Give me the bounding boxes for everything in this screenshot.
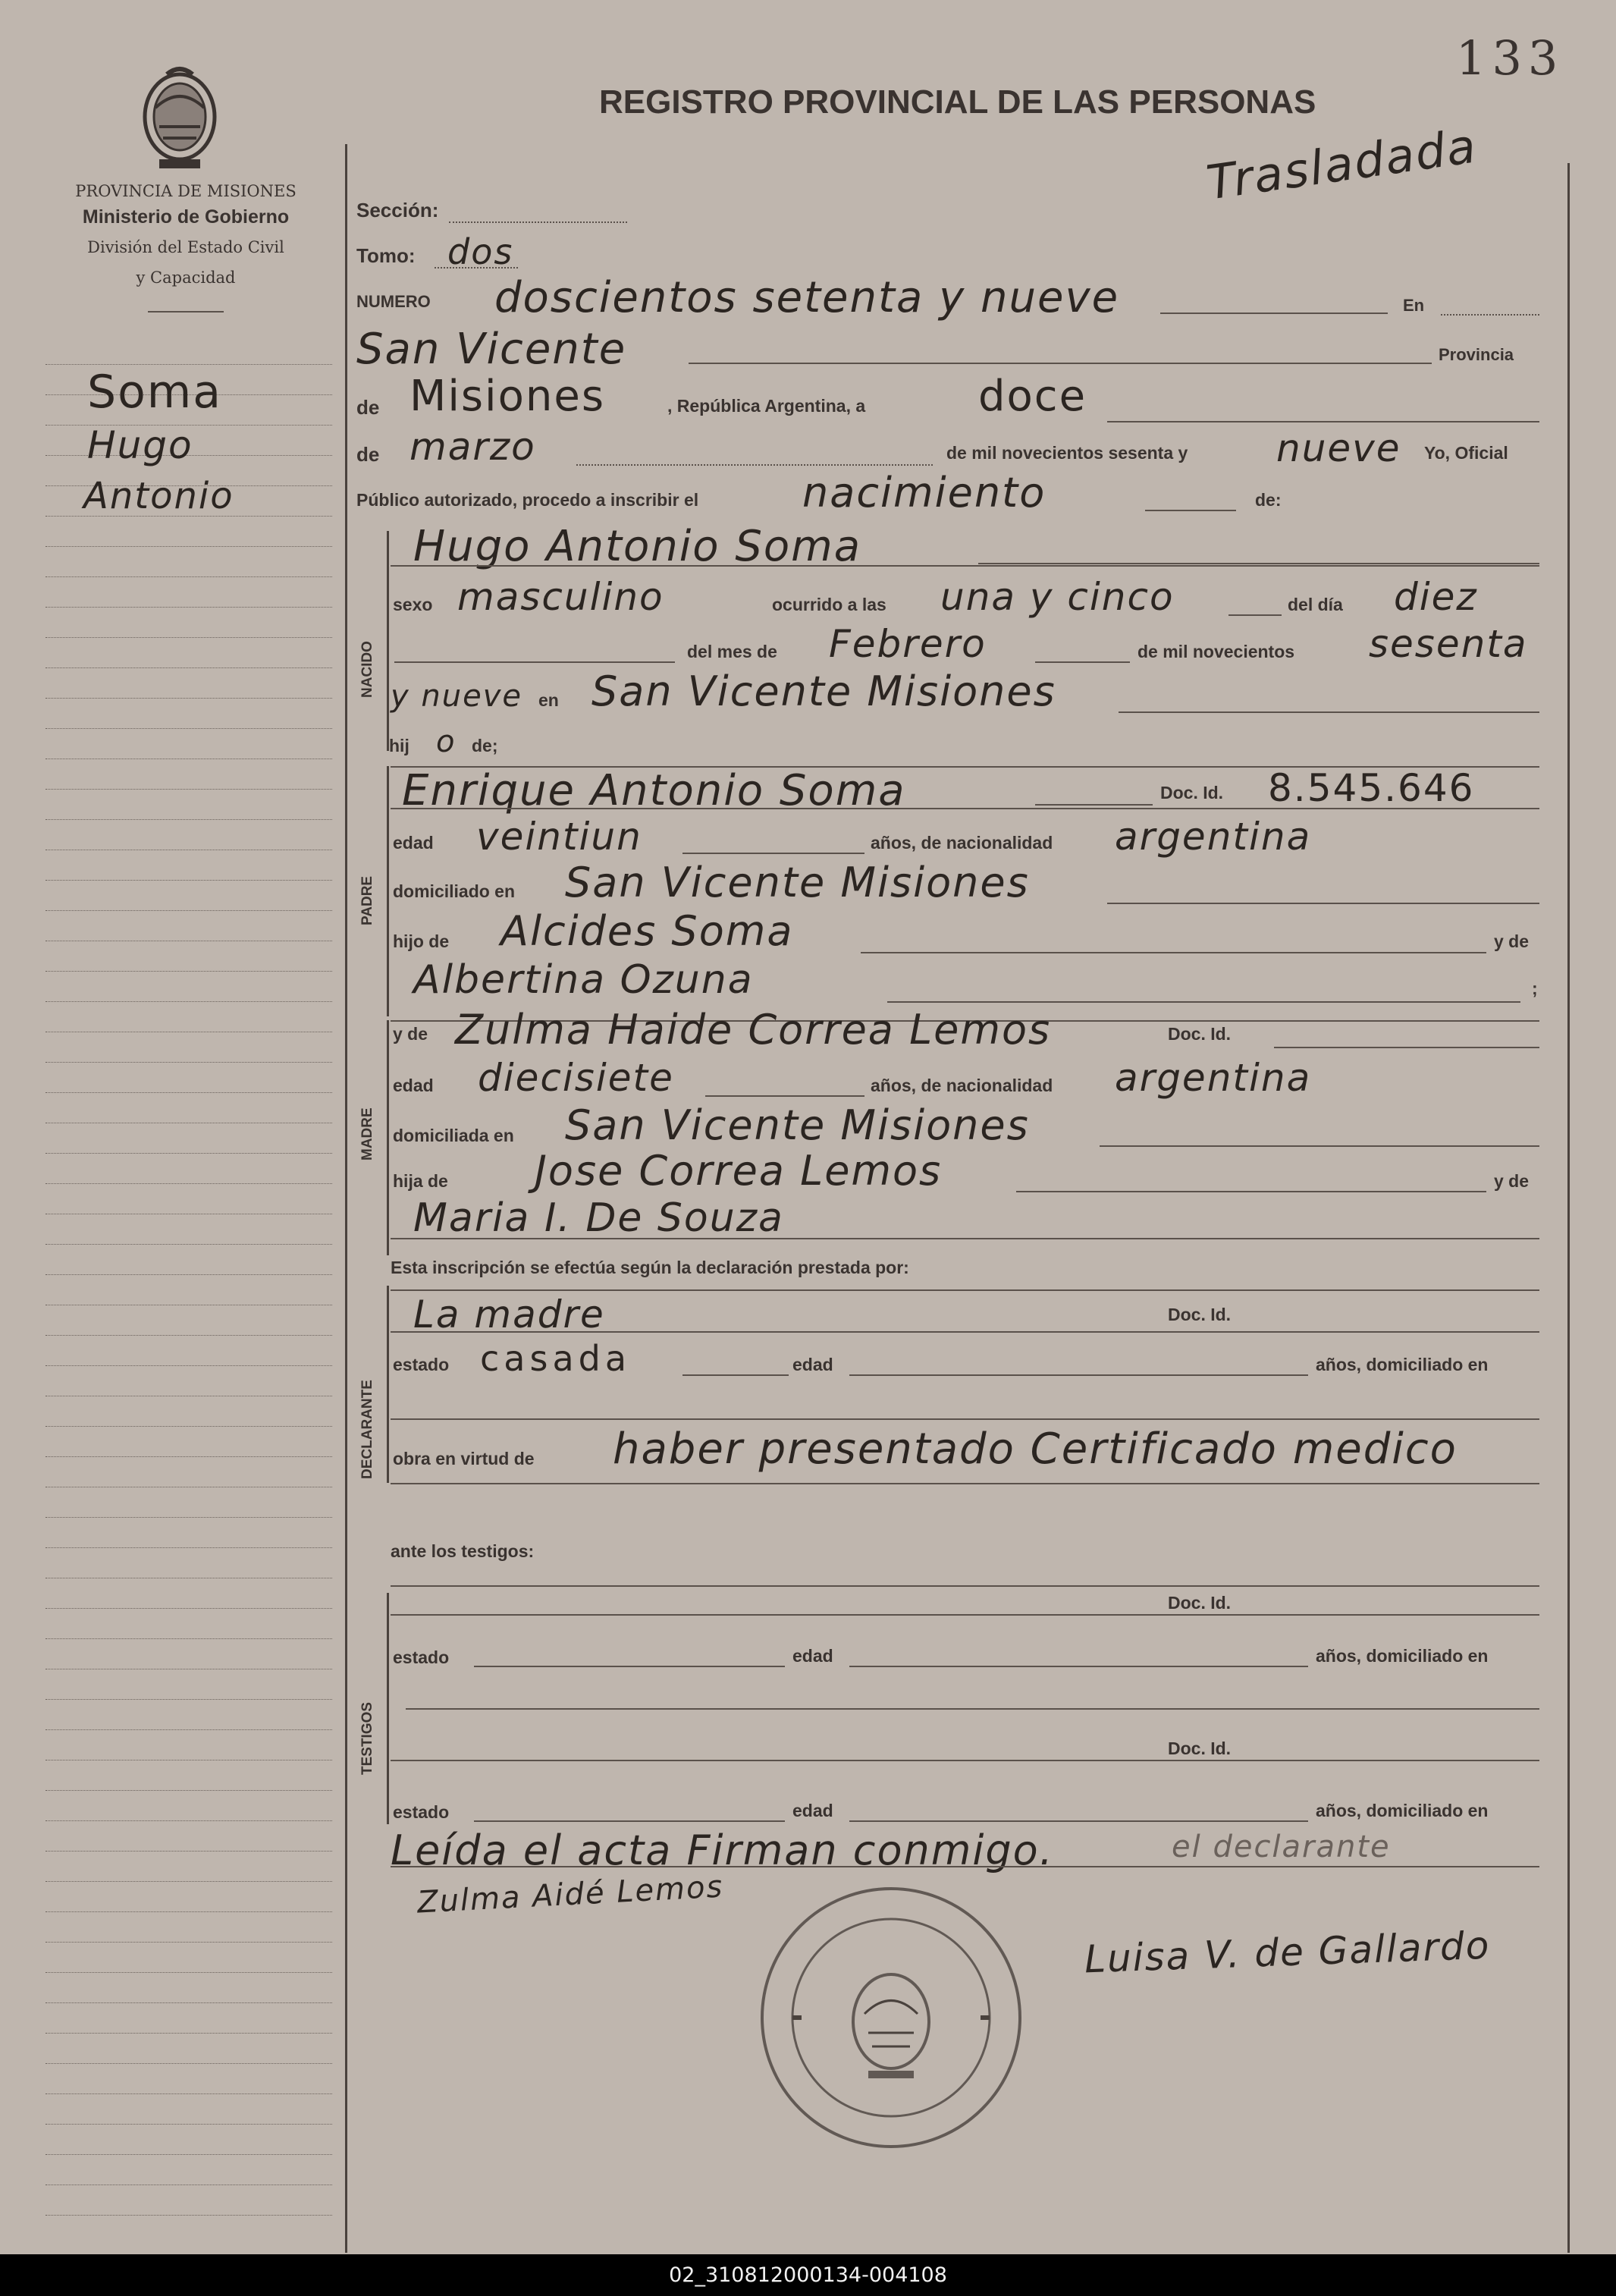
numero-value: doscientos setenta y nueve <box>494 273 1120 322</box>
abuelo-pat-value: Alcides Soma <box>500 907 794 955</box>
margin-rule-line <box>45 1911 332 1912</box>
margin-rule-line <box>45 1153 332 1154</box>
sexo-value: masculino <box>457 575 664 619</box>
testigo2-estado-label: estado <box>393 1802 450 1822</box>
margin-rule-line <box>45 1547 332 1548</box>
section-nacido: NACIDO <box>359 641 375 698</box>
testigo2-doc-label: Doc. Id. <box>1168 1738 1232 1758</box>
margin-rule-line <box>45 2154 332 2155</box>
hijo-suffix: o <box>436 724 457 759</box>
madre-dom-label: domiciliada en <box>393 1126 514 1145</box>
madre-nombre: Zulma Haide Correa Lemos <box>455 1006 1052 1054</box>
page-number: 133 <box>1456 30 1564 86</box>
transfer-annotation: Trasladada <box>1203 118 1481 211</box>
margin-rule-line <box>45 1972 332 1973</box>
testigo1-dom-label: años, domiciliado en <box>1316 1646 1489 1666</box>
margin-rule-line <box>45 1274 332 1275</box>
de2-label: de <box>356 443 380 466</box>
madre-nac-value: argentina <box>1115 1056 1312 1100</box>
margin-rule-line <box>45 546 332 547</box>
margin-rule-line <box>45 2124 332 2125</box>
abuelo-mat-value: Jose Correa Lemos <box>535 1147 943 1195</box>
margin-rule-line <box>45 1062 332 1063</box>
declarante-estado-value: casada <box>480 1338 632 1379</box>
padre-dom-label: domiciliado en <box>393 881 516 901</box>
section-testigos: TESTIGOS <box>359 1701 375 1775</box>
publico-label: Público autorizado, procedo a inscribir el <box>356 490 699 510</box>
ocurrido-label: ocurrido a las <box>772 595 886 614</box>
margin-rule-line <box>45 1608 332 1609</box>
signature-oficial: Luisa V. de Gallardo <box>1084 1923 1492 1982</box>
padre-nac-value: argentina <box>1115 815 1312 859</box>
coat-of-arms-emblem <box>136 62 224 176</box>
margin-rule-line <box>45 364 332 365</box>
ministry-label: Ministerio de Gobierno <box>82 206 290 228</box>
del-dia-label: del día <box>1288 595 1343 614</box>
acto-value: nacimiento <box>802 469 1046 517</box>
de-colon-label: de: <box>1255 490 1282 510</box>
padre-nombre: Enrique Antonio Soma <box>402 766 906 815</box>
del-mes-label: del mes de <box>687 642 777 661</box>
de-label: de <box>356 396 380 419</box>
margin-rule-line <box>45 2093 332 2094</box>
anio-value: nueve <box>1276 426 1401 470</box>
declarante-edad-label: edad <box>792 1355 833 1374</box>
margin-rule-line <box>45 1729 332 1730</box>
seccion-label: Sección: <box>356 199 439 221</box>
margin-rule-line <box>45 1790 332 1791</box>
declarante-doc-label: Doc. Id. <box>1168 1305 1232 1324</box>
margin-rule-line <box>45 1517 332 1518</box>
margin-rule-line <box>45 1335 332 1336</box>
margin-rule-line <box>45 1851 332 1852</box>
en-nac-label: en <box>538 690 559 710</box>
section-padre: PADRE <box>359 875 375 925</box>
margin-rule-line <box>45 819 332 820</box>
anio-nac-value: sesenta <box>1369 622 1528 666</box>
numero-label: NUMERO <box>356 292 431 311</box>
margin-rule-line <box>45 1820 332 1821</box>
margin-rule-line <box>45 1426 332 1427</box>
margin-rule-line <box>45 607 332 608</box>
padre-doc-label: Doc. Id. <box>1160 783 1224 803</box>
mes-nac-value: Febrero <box>829 622 987 666</box>
y-de2-label: y de <box>393 1024 428 1044</box>
oficial-label: Yo, Oficial <box>1424 443 1508 463</box>
dia-value: doce <box>978 372 1087 421</box>
lugar-value: San Vicente <box>356 325 627 374</box>
hija-de-label: hija de <box>393 1171 448 1191</box>
testigo2-dom-label: años, domiciliado en <box>1316 1801 1489 1820</box>
margin-rule-line <box>45 789 332 790</box>
margin-rule-line <box>45 1638 332 1639</box>
testigo1-doc-label: Doc. Id. <box>1168 1593 1232 1613</box>
de-mil-label: de mil novecientos <box>1137 642 1295 661</box>
y-de-label: y de <box>1494 931 1530 951</box>
ante-testigos-label: ante los testigos: <box>391 1541 535 1561</box>
abuela-mat-value: Maria I. De Souza <box>413 1195 784 1241</box>
margin-rule-line <box>45 1092 332 1093</box>
signature-madre: Zulma Aidé Lemos <box>416 1869 725 1921</box>
lugar-nac-value: San Vicente Misiones <box>591 667 1056 715</box>
obra-label: obra en virtud de <box>393 1449 535 1468</box>
declaracion-label: Esta inscripción se efectúa según la declaración prestada por: <box>391 1258 909 1277</box>
margin-name-1: Hugo <box>87 423 193 467</box>
padre-edad-value: veintiun <box>476 815 642 859</box>
margin-rule-line <box>45 2215 332 2216</box>
padre-nac-label: años, de nacionalidad <box>871 833 1053 853</box>
margin-rule-line <box>45 880 332 881</box>
y-de3-label: y de <box>1494 1171 1530 1191</box>
hora-value: una y cinco <box>940 575 1175 619</box>
provincia-label: Provincia <box>1439 345 1514 364</box>
tomo-label: Tomo: <box>356 244 416 267</box>
division-label: División del Estado Civil <box>87 238 284 256</box>
de-semi-label: de; <box>472 736 498 755</box>
semicolon-label: ; <box>1532 978 1538 998</box>
margin-rule-line <box>45 1456 332 1457</box>
page-title: REGISTRO PROVINCIAL DE LAS PERSONAS <box>599 83 1316 121</box>
margin-rule-line <box>45 667 332 668</box>
obra-value: haber presentado Certificado medico <box>613 1424 1458 1474</box>
province-label: PROVINCIA DE MISIONES <box>75 182 297 200</box>
margin-rule-line <box>45 910 332 911</box>
en-label: En <box>1403 296 1425 315</box>
section-madre: MADRE <box>359 1107 375 1161</box>
nacido-nombre: Hugo Antonio Soma <box>413 522 862 571</box>
capacity-label: y Capacidad <box>136 269 236 287</box>
abuela-pat-value: Albertina Ozuna <box>413 957 754 1003</box>
tomo-value: dos <box>447 231 514 272</box>
dia-nac-value: diez <box>1394 575 1478 619</box>
madre-nac-label: años, de nacionalidad <box>871 1076 1053 1095</box>
padre-dom-value: San Vicente Misiones <box>565 859 1030 906</box>
republica-label: , República Argentina, a <box>667 396 866 416</box>
margin-rule-line <box>45 576 332 577</box>
margin-rule-line <box>45 1001 332 1002</box>
official-stamp <box>747 1874 1035 2162</box>
testigo2-edad-label: edad <box>792 1801 833 1820</box>
madre-doc-label: Doc. Id. <box>1168 1024 1232 1044</box>
margin-rule-line <box>45 728 332 729</box>
margin-rule-line <box>45 1244 332 1245</box>
madre-edad-value: diecisiete <box>478 1056 674 1100</box>
margin-rule-line <box>45 2063 332 2064</box>
margin-rule-line <box>45 2033 332 2034</box>
margin-rule-line <box>45 971 332 972</box>
testigo1-estado-label: estado <box>393 1647 450 1667</box>
cierre-text: Leída el acta Firman conmigo. <box>391 1826 1054 1874</box>
padre-doc-value: 8.545.646 <box>1268 766 1475 810</box>
sexo-label: sexo <box>393 595 433 614</box>
anio-nac-value-2: y nueve <box>391 679 522 714</box>
margin-rule-line <box>45 1881 332 1882</box>
image-id-footer: 02_310812000134-004108 <box>0 2254 1616 2296</box>
declarante-dom-label: años, domiciliado en <box>1316 1355 1489 1374</box>
mes-value: marzo <box>409 425 536 469</box>
margin-rule-line <box>45 637 332 638</box>
padre-edad-label: edad <box>393 833 434 853</box>
testigo1-edad-label: edad <box>792 1646 833 1666</box>
margin-rule-line <box>45 698 332 699</box>
hijo-de-label: hijo de <box>393 931 450 951</box>
margin-rule-line <box>45 1699 332 1700</box>
section-declarante: DECLARANTE <box>359 1380 375 1479</box>
hij-label: hij <box>389 736 409 755</box>
margin-rule-line <box>45 1365 332 1366</box>
margin-name-2: Antonio <box>83 475 234 517</box>
madre-dom-value: San Vicente Misiones <box>565 1101 1030 1149</box>
margin-rule-line <box>45 1183 332 1184</box>
cierre-declarante: el declarante <box>1172 1830 1391 1864</box>
margin-rule-line <box>45 1942 332 1943</box>
provincia-value: Misiones <box>409 372 605 421</box>
declarante-estado-label: estado <box>393 1355 450 1374</box>
margin-rule-line <box>45 2002 332 2003</box>
margin-rule-line <box>45 2184 332 2185</box>
madre-edad-label: edad <box>393 1076 434 1095</box>
declarante-value: La madre <box>413 1292 605 1336</box>
novecientos-label: de mil novecientos sesenta y <box>946 443 1188 463</box>
margin-surname: Soma <box>87 366 223 419</box>
